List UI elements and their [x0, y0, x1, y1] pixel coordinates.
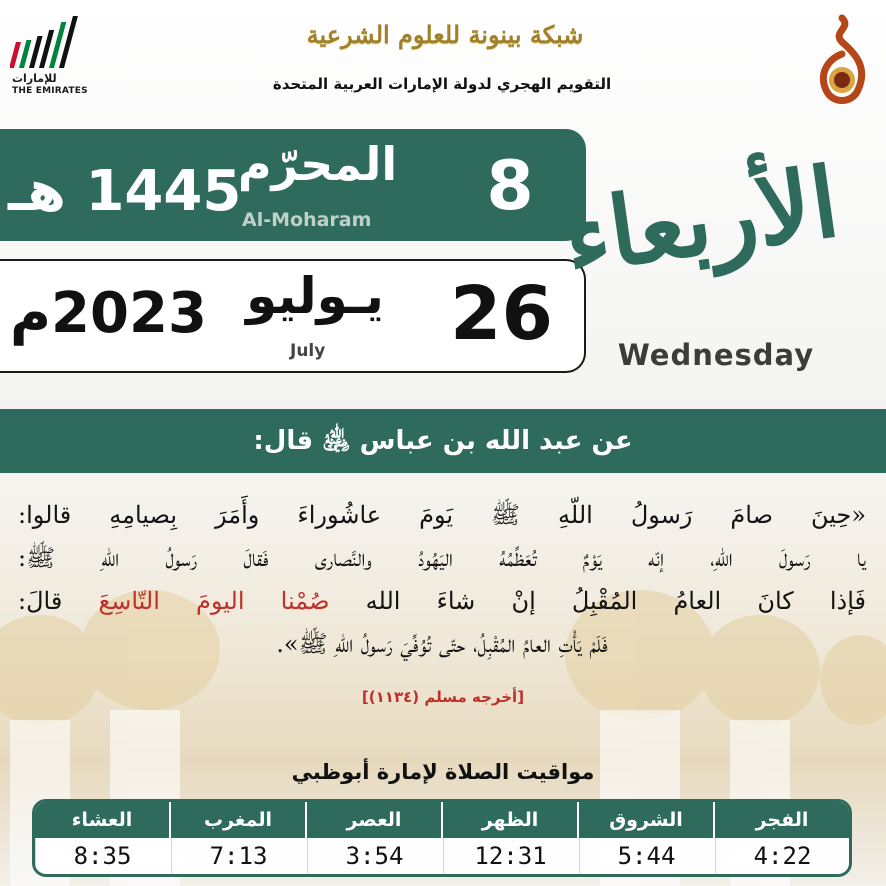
hijri-year: 1445 هـ: [8, 159, 242, 224]
hadith-source: [أخرجه مسلم (١١٣٤)]: [361, 688, 525, 706]
hadith-line-3-end: قالَ:: [18, 587, 63, 615]
prayer-name: المغرب: [171, 802, 305, 838]
calendar-subtitle: التقويم الهجري لدولة الإمارات العربية المتحدة: [272, 75, 612, 93]
hijri-date-panel: [0, 129, 586, 241]
hadith-text: [18, 494, 866, 666]
uae-logo-arabic: للإمارات: [12, 72, 57, 85]
prayer-sunrise: [577, 802, 713, 874]
prayer-time: 3:54: [307, 838, 441, 874]
prayer-name: الفجر: [715, 802, 849, 838]
prayer-dhuhr: [441, 802, 577, 874]
gregorian-year: 2023م: [10, 281, 207, 346]
hijri-month-english: Al-Moharam: [242, 209, 372, 231]
prayer-times-table: [32, 799, 852, 877]
hijri-day: 8: [486, 147, 534, 226]
weekday-english: Wednesday: [617, 338, 815, 372]
prayer-isha: [35, 802, 169, 874]
gregorian-date-panel: [0, 259, 586, 373]
hadith-line-3: [18, 580, 866, 623]
weekday-arabic: الأربعاء: [557, 145, 846, 296]
hadith-narrator: عن عبد الله بن عباس ﵁ قال:: [253, 426, 633, 456]
network-title: شبكة بينونة للعلوم الشرعية: [306, 20, 584, 49]
prayer-name: الظهر: [443, 802, 577, 838]
hadith-line-4: فَلَمْ يَأْتِ العامُ المُقْبِلُ، حتّى تُوُفِّيَ رَسولُ اللّهِ ﷺ».: [276, 630, 608, 658]
prayer-time: 12:31: [443, 838, 577, 874]
gregorian-day: 26: [450, 271, 553, 357]
hadith-line-1: «حِينَ صامَ رَسولُ اللّهِ ﷺ يَومَ عاشُوراءَ وأَمَرَ بِصيامِهِ قالوا:: [18, 501, 866, 529]
hijri-month-arabic: المحرّم: [237, 137, 398, 191]
prayer-fajr: [713, 802, 849, 874]
prayer-time: 4:22: [715, 838, 849, 874]
gregorian-month-english: July: [290, 341, 326, 361]
hadith-line-3-start: فَإذا كانَ العامُ المُقْبِلُ إنْ شاءَ الله: [365, 587, 866, 615]
prayer-name: العصر: [307, 802, 441, 838]
prayer-times-title: مواقيت الصلاة لإمارة أبوظبي: [291, 760, 595, 784]
calligraphy-ornament-icon: [812, 14, 872, 114]
prayer-name: العشاء: [35, 802, 169, 838]
prayer-maghrib: [169, 802, 305, 874]
prayer-time: 8:35: [35, 838, 169, 874]
prayer-time: 5:44: [579, 838, 713, 874]
prayer-time: 7:13: [171, 838, 305, 874]
hadith-line-2: يا رَسولَ اللّهِ، إنّه يَوْمٌ تُعَظِّمُهُ اليَهُودُ والنَّصارى فَقالَ رَسولُ اللّهِ ﷺ:: [18, 544, 867, 572]
prayer-asr: [305, 802, 441, 874]
uae-logo-english: THE EMIRATES: [12, 86, 88, 96]
hadith-highlight: صُمْنا اليومَ التّاسِعَ: [98, 587, 330, 615]
prayer-name: الشروق: [579, 802, 713, 838]
gregorian-month-arabic: يـوليو: [246, 267, 384, 325]
